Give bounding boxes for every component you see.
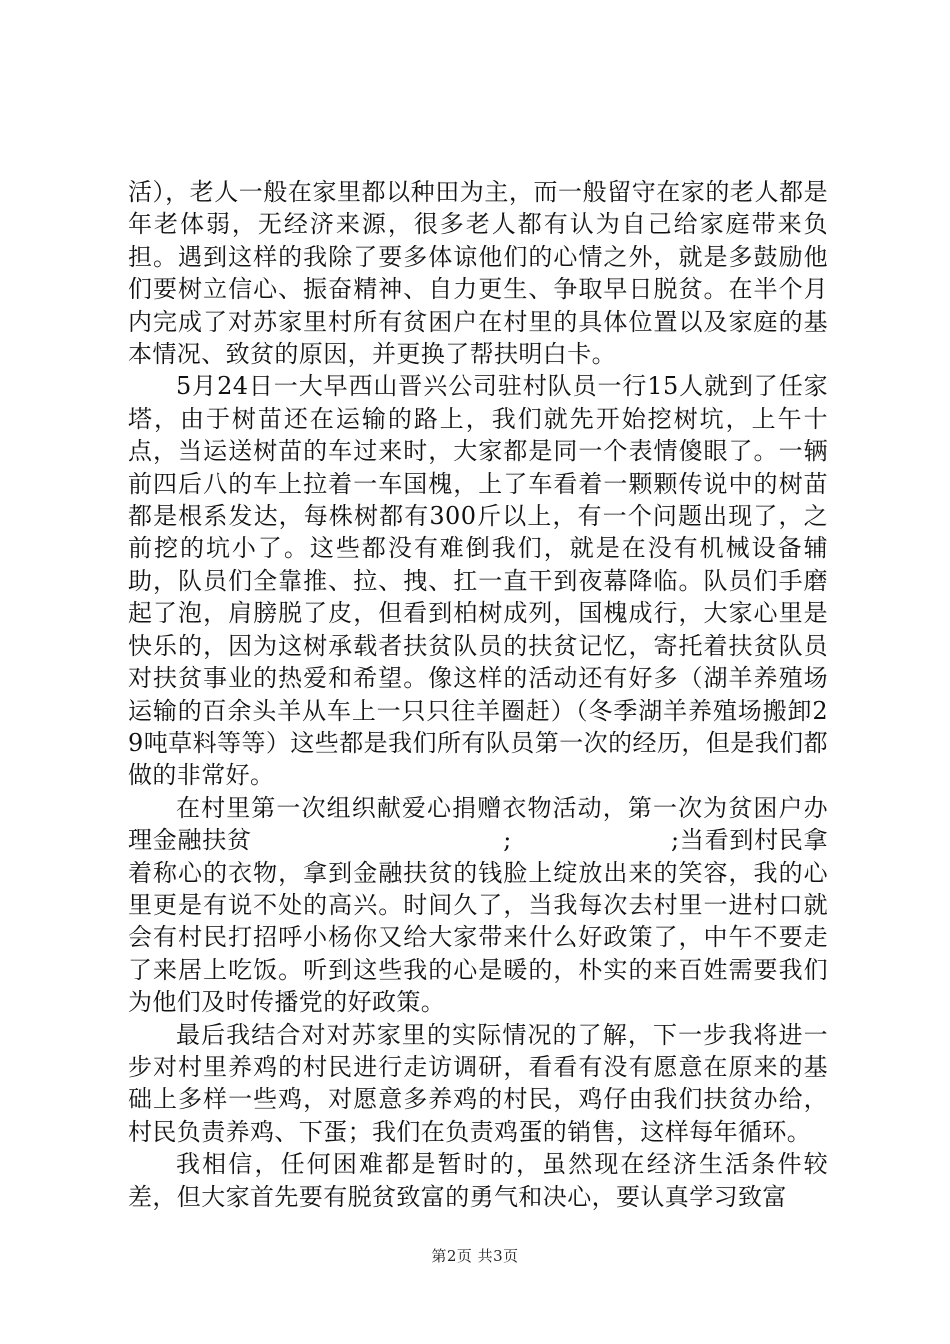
paragraph-next-step: 最后我结合对对苏家里的实际情况的了解，下一步我将进一步对村里养鸡的村民进行走访调研，看看有没有愿意在原来的基础上多样一些鸡，对愿意多养鸡的村民，鸡仔由我们扶贫办给，村民负责养鸡、下蛋；我们在负责鸡蛋的销售，这样每年循环。 xyxy=(128,1020,828,1146)
document-body xyxy=(128,176,828,1213)
paragraph-donation: 在村里第一次组织献爱心捐赠衣物活动，第一次为贫困户办理金融扶贫 ; ;当看到村民拿着称心的衣物，拿到金融扶贫的钱脸上绽放出来的笑容，我的心里更是有说不处的高兴。时间久了，当我每次去村里一进村口就会有村民打招呼小杨你又给大家带来什么好政策了，中午不要走了来居上吃饭。听到这些我的心是暖的，朴实的来百姓需要我们为他们及时传播党的好政策。 xyxy=(128,793,828,1017)
paragraph-belief: 我相信，任何困难都是暂时的，虽然现在经济生活条件较差，但大家首先要有脱贫致富的勇气和决心，要认真学习致富 xyxy=(128,1150,828,1211)
paragraph-tree-planting: 5月24日一大早西山晋兴公司驻村队员一行15人就到了任家塔，由于树苗还在运输的路上，我们就先开始挖树坑，上午十点，当运送树苗的车过来时，大家都是同一个表情傻眼了。一辆前四后八的车上拉着一车国槐，上了车看着一颗颗传说中的树苗都是根系发达，每株树都有300斤以上，有一个问题出现了，之前挖的坑小了。这些都没有难倒我们，就是在没有机械设备辅助，队员们全靠推、拉、拽、扛一直干到夜幕降临。队员们手磨起了泡，肩膀脱了皮，但看到柏树成列，国槐成行，大家心里是快乐的，因为这树承载者扶贫队员的扶贫记忆，寄托着扶贫队员对扶贫事业的热爱和希望。像这样的活动还有好多（湖羊养殖场运输的百余头羊从车上一只只往羊圈赶）（冬季湖羊养殖场搬卸29吨草料等等）这些都是我们所有队员第一次的经历，但是我们都做的非常好。 xyxy=(128,372,828,790)
paragraph-continuation: 活），老人一般在家里都以种田为主，而一般留守在家的老人都是年老体弱，无经济来源，很多老人都有认为自己给家庭带来负担。遇到这样的我除了要多体谅他们的心情之外，就是多鼓励他们要树立信心、振奋精神、自力更生、争取早日脱贫。在半个月内完成了对苏家里村所有贫困户在村里的具体位置以及家庭的基本情况、致贫的原因，并更换了帮扶明白卡。 xyxy=(128,178,828,369)
page-footer: 第2页 共3页 xyxy=(431,1247,519,1265)
